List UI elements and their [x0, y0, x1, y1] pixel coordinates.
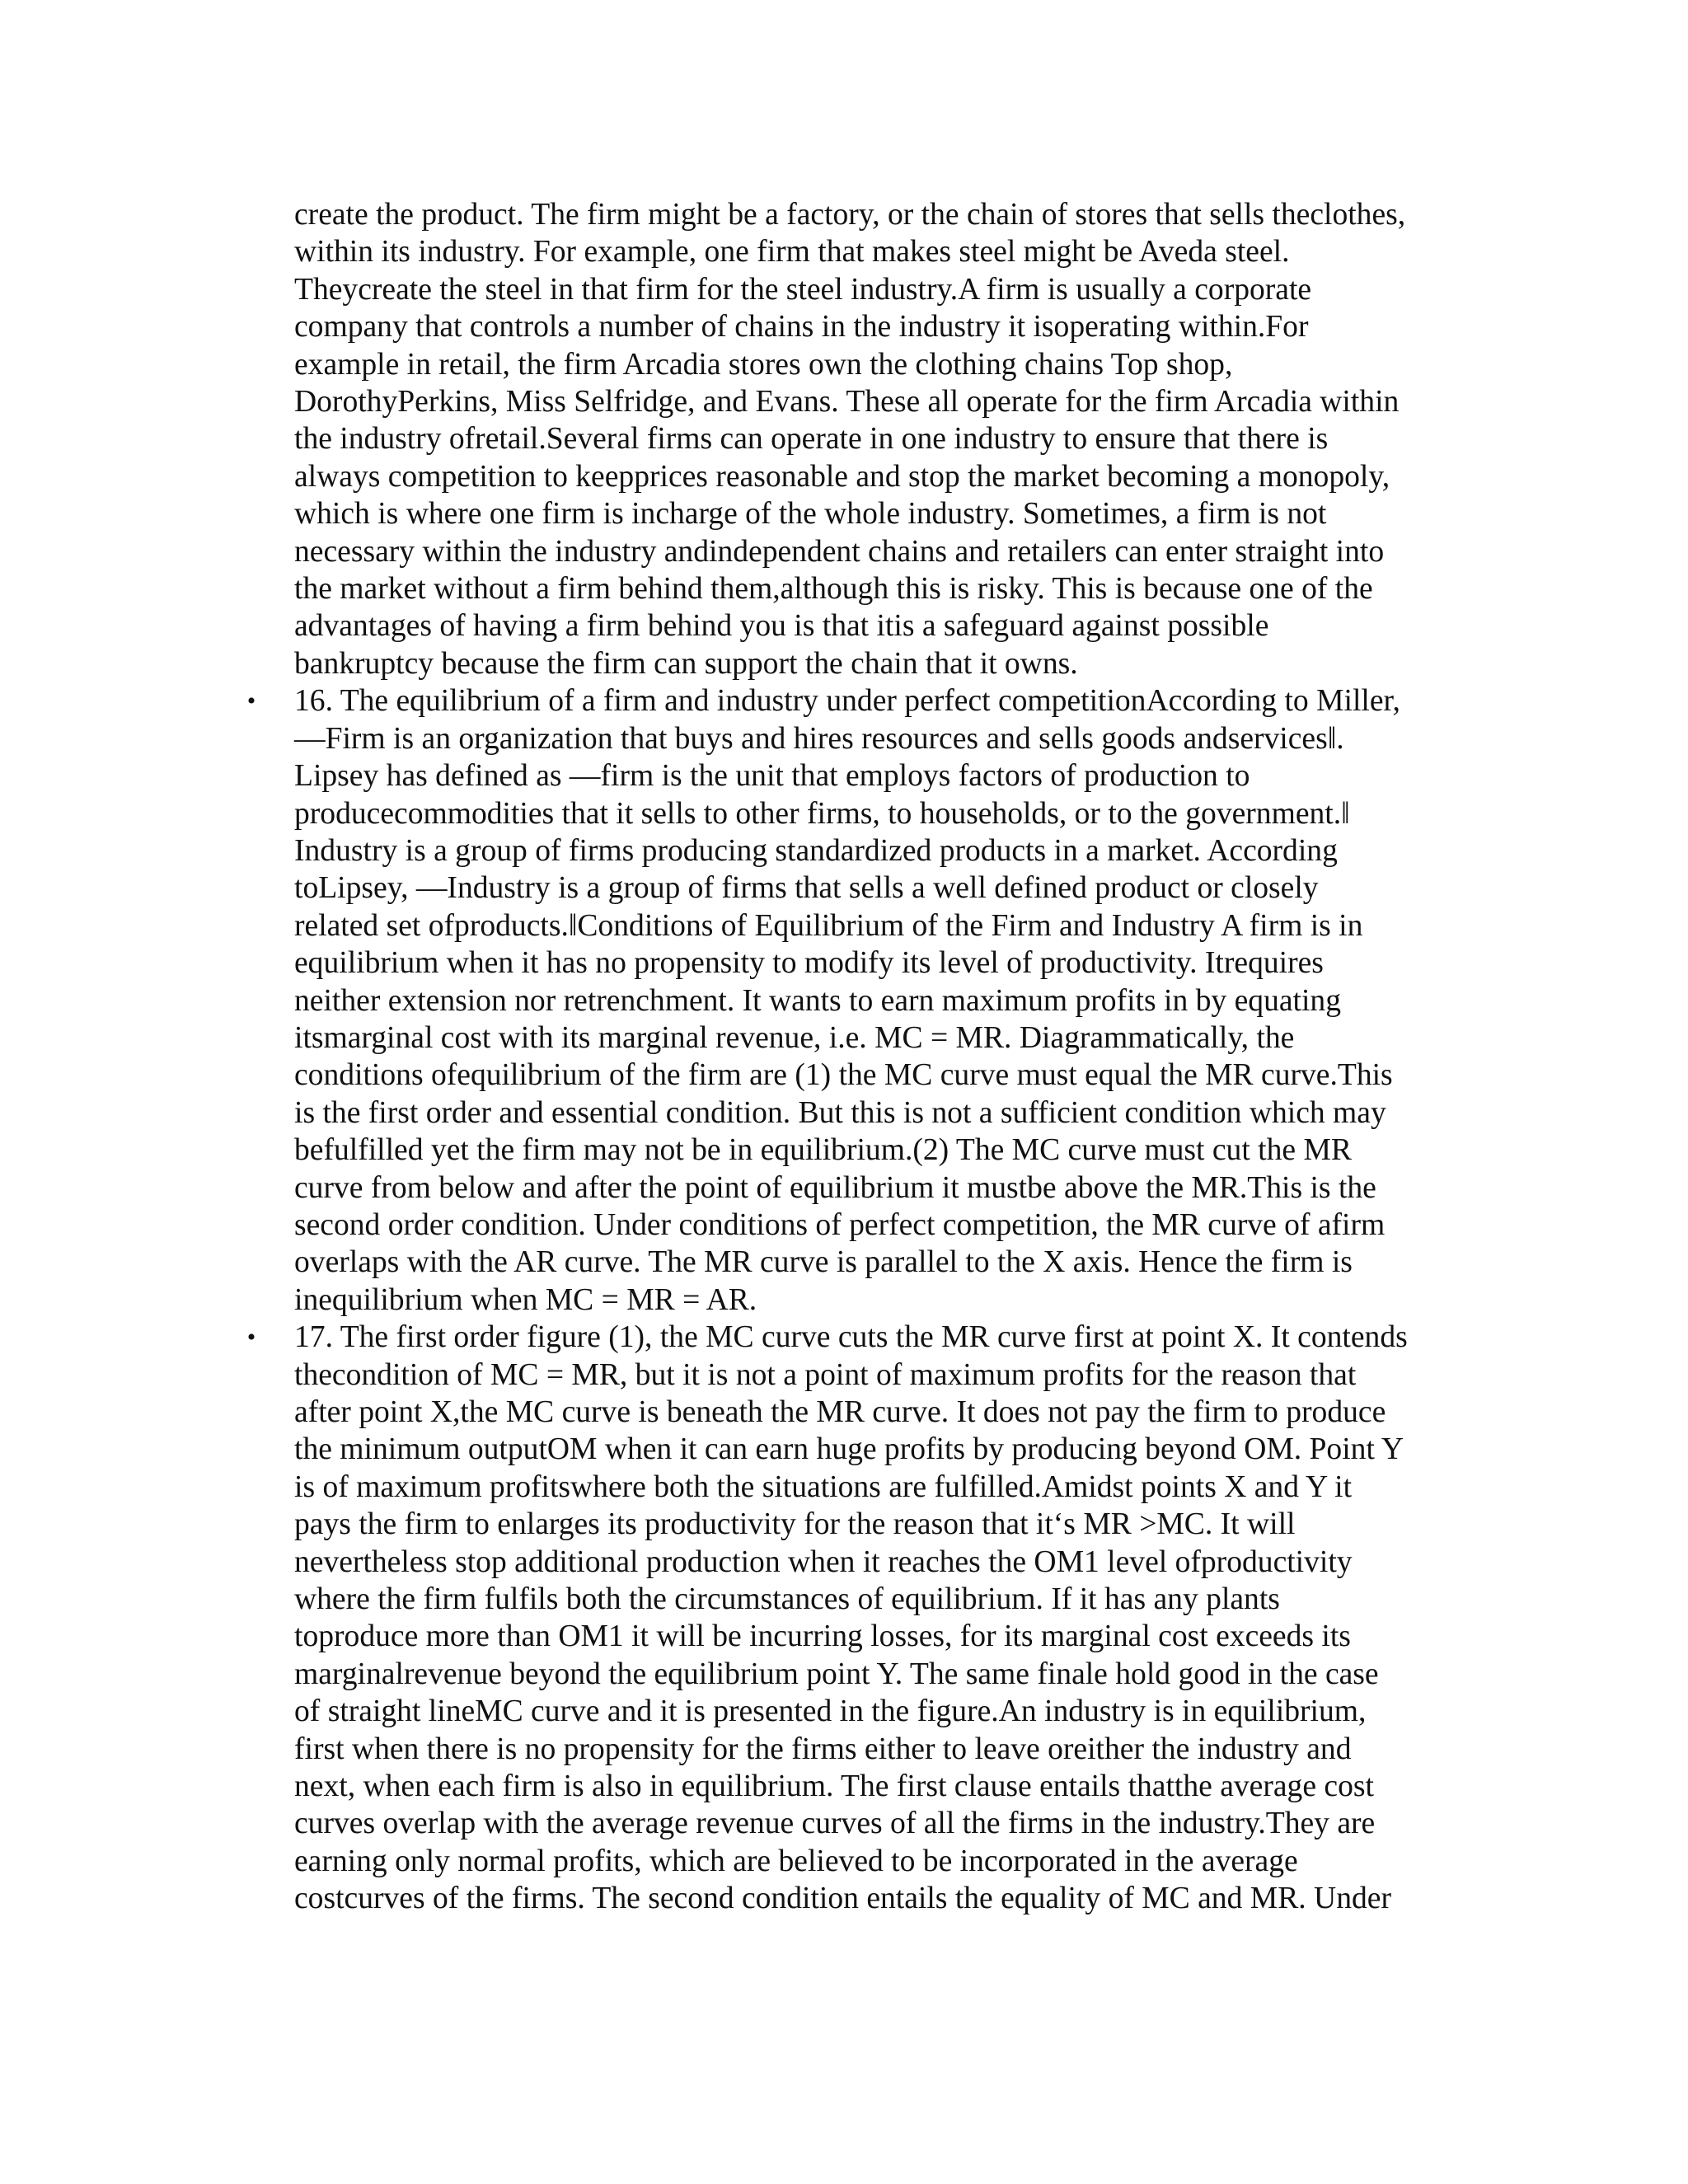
- text-line: Theycreate the steel in that firm for the steel industry.A firm is usually a corporate: [294, 272, 1312, 307]
- text-line: the minimum outputOM when it can earn huge profits by producing beyond OM. Point Y: [294, 1432, 1404, 1467]
- text-line: of straight lineMC curve and it is presented in the figure.An industry is in equilibrium,: [294, 1694, 1367, 1729]
- text-line: earning only normal profits, which are believed to be incorporated in the average: [294, 1844, 1298, 1878]
- text-line: overlaps with the AR curve. The MR curve is parallel to the X axis. Hence the firm is: [294, 1245, 1353, 1280]
- text-line: toLipsey, ―Industry is a group of firms that sells a well defined product or closely: [294, 871, 1319, 906]
- text-line: marginalrevenue beyond the equilibrium point Y. The same finale hold good in the case: [294, 1657, 1379, 1691]
- text-line: is the first order and essential condition. But this is not a sufficient condition which may: [294, 1095, 1386, 1130]
- document-body: [246, 196, 1481, 1918]
- text-line: 17. The first order figure (1), the MC curve cuts the MR curve first at point X. It contends: [294, 1320, 1408, 1355]
- text-line: costcurves of the firms. The second condition entails the equality of MC and MR. Under: [294, 1882, 1391, 1916]
- text-line: ―Firm is an organization that buys and hires resources and sells goods andservices‖.: [294, 721, 1344, 756]
- text-line: the market without a firm behind them,although this is risky. This is because one of the: [294, 572, 1373, 607]
- text-line: DorothyPerkins, Miss Selfridge, and Evans. These all operate for the firm Arcadia within: [294, 385, 1400, 419]
- text-line: neither extension nor retrenchment. It wants to earn maximum profits in by equating: [294, 983, 1342, 1018]
- text-line: company that controls a number of chains in the industry it isoperating within.For: [294, 310, 1309, 344]
- text-line: pays the firm to enlarges its productivity for the reason that it‘s MR >MC. It will: [294, 1507, 1296, 1542]
- text-line: necessary within the industry andindependent chains and retailers can enter straight into: [294, 534, 1385, 569]
- bullet-icon: •: [246, 687, 256, 715]
- text-line: advantages of having a firm behind you is that itis a safeguard against possible: [294, 609, 1269, 644]
- text-line: equilibrium when it has no propensity to modify its level of productivity. Itrequires: [294, 946, 1324, 981]
- text-line: always competition to keepprices reasonable and stop the market becoming a monopoly,: [294, 459, 1390, 494]
- text-line: within its industry. For example, one firm that makes steel might be Aveda steel.: [294, 235, 1290, 269]
- text-line: example in retail, the firm Arcadia stores own the clothing chains Top shop,: [294, 347, 1233, 382]
- text-line: producecommodities that it sells to other firms, to households, or to the government.‖: [294, 796, 1350, 831]
- text-line: is of maximum profitswhere both the situations are fulfilled.Amidst points X and Y it: [294, 1469, 1353, 1504]
- list-item-16: [246, 682, 1481, 1319]
- intro-paragraph: [294, 196, 1481, 682]
- text-line: befulfilled yet the firm may not be in equilibrium.(2) The MC curve must cut the MR: [294, 1133, 1352, 1168]
- text-line: itsmarginal cost with its marginal revenue, i.e. MC = MR. Diagrammatically, the: [294, 1020, 1295, 1055]
- text-line: next, when each firm is also in equilibrium. The first clause entails thatthe average cost: [294, 1769, 1374, 1804]
- text-line: inequilibrium when MC = MR = AR.: [294, 1282, 757, 1317]
- text-line: second order condition. Under conditions of perfect competition, the MR curve of afirm: [294, 1207, 1386, 1242]
- text-line: where the firm fulfils both the circumstances of equilibrium. If it has any plants: [294, 1582, 1280, 1617]
- list-item-17: [246, 1319, 1481, 1918]
- text-line: Lipsey has defined as ―firm is the unit that employs factors of production to: [294, 759, 1250, 794]
- text-line: 16. The equilibrium of a firm and industry under perfect competitionAccording to Miller,: [294, 684, 1400, 719]
- text-line: bankruptcy because the firm can support the chain that it owns.: [294, 646, 1078, 681]
- text-line: curves overlap with the average revenue curves of all the firms in the industry.They are: [294, 1807, 1376, 1841]
- text-line: curve from below and after the point of equilibrium it mustbe above the MR.This is the: [294, 1170, 1376, 1205]
- text-line: related set ofproducts.‖Conditions of Equilibrium of the Firm and Industry A firm is in: [294, 908, 1363, 943]
- text-line: Industry is a group of firms producing standardized products in a market. According: [294, 833, 1338, 868]
- text-line: thecondition of MC = MR, but it is not a point of maximum profits for the reason that: [294, 1357, 1357, 1392]
- text-line: nevertheless stop additional production when it reaches the OM1 level ofproductivity: [294, 1544, 1353, 1579]
- text-line: create the product. The firm might be a factory, or the chain of stores that sells theclothes,: [294, 198, 1406, 232]
- text-line: the industry ofretail.Several firms can operate in one industry to ensure that there is: [294, 422, 1329, 457]
- text-line: conditions ofequilibrium of the firm are (1) the MC curve must equal the MR curve.This: [294, 1058, 1393, 1093]
- text-line: first when there is no propensity for the firms either to leave oreither the industry and: [294, 1732, 1352, 1766]
- text-line: which is where one firm is incharge of the whole industry. Sometimes, a firm is not: [294, 497, 1327, 532]
- text-line: toproduce more than OM1 it will be incurring losses, for its marginal cost exceeds its: [294, 1619, 1351, 1654]
- text-line: after point X,the MC curve is beneath the MR curve. It does not pay the firm to produce: [294, 1395, 1386, 1429]
- bullet-icon: •: [246, 1324, 256, 1352]
